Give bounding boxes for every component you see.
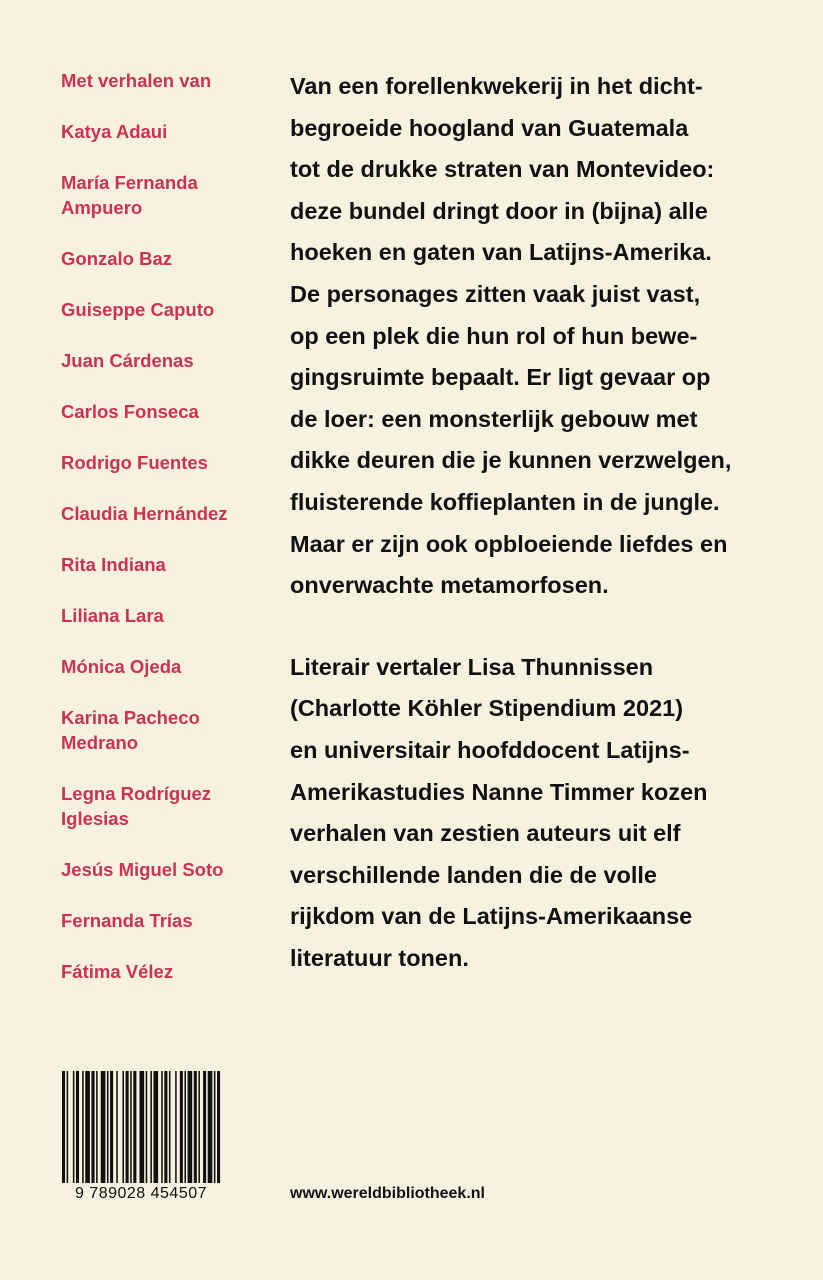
barcode [60, 1071, 222, 1183]
author-name [61, 781, 276, 831]
barcode-bar [82, 1071, 84, 1183]
barcode-bar [198, 1071, 200, 1183]
blurb-line: Maar er zijn ook opbloeiende liefdes en [290, 530, 728, 557]
blurb-line: Van een forellenkwekerij in het dicht- [290, 73, 703, 99]
author-name-line: Katya Adaui [61, 121, 168, 142]
author-name-line: Rita Indiana [61, 554, 166, 575]
author-name [61, 552, 276, 577]
blurb-line: verhalen van zestien auteurs uit elf [290, 820, 681, 847]
author-name [61, 170, 276, 220]
author-name-line: Rodrigo Fuentes [61, 452, 208, 473]
blurb-line: tot de drukke straten van Montevideo: [290, 156, 715, 183]
barcode-bar [96, 1071, 98, 1183]
author-name [61, 399, 276, 424]
barcode-bar [169, 1071, 171, 1183]
author-name-line: María Fernanda [61, 172, 198, 193]
author-list-heading: Met verhalen van [61, 70, 212, 91]
blurb-line: rijkdom van de Latijns-Amerikaanse [290, 903, 693, 930]
barcode-bar [107, 1071, 109, 1183]
blurb-line: verschillende landen die de volle [290, 861, 657, 888]
blurb-line: gingsruimte bepaalt. Er ligt gevaar op [290, 364, 711, 391]
blurb-line: Literair vertaler Lisa Thunnissen [290, 653, 654, 680]
barcode-bar [62, 1071, 65, 1183]
author-name-line: Medrano [61, 732, 139, 753]
author-name-line: Jesús Miguel Soto [61, 859, 224, 880]
barcode-bar [146, 1071, 148, 1183]
author-name [61, 348, 276, 373]
blurb-line: en universitair hoofddocent Latijns- [290, 736, 690, 763]
barcode-bar [126, 1071, 129, 1183]
blurb-line: op een plek die hun rol of hun bewe- [290, 322, 698, 349]
barcode-bar [101, 1071, 106, 1183]
author-name-line: Juan Cárdenas [61, 350, 194, 371]
blurb-line: hoeken en gaten van Latijns-Amerika. [290, 239, 712, 266]
author-name [61, 603, 276, 628]
author-name [61, 297, 276, 322]
author-list [61, 68, 276, 1010]
blurb-line: De personages zitten vaak juist vast, [290, 280, 701, 307]
blurb [290, 66, 805, 979]
barcode-bar [130, 1071, 132, 1183]
barcode-bar [164, 1071, 167, 1183]
blurb-line: onverwachte metamorfosen. [290, 572, 609, 599]
barcode-bar [203, 1071, 206, 1183]
author-name [61, 119, 276, 144]
barcode-bar [175, 1071, 177, 1183]
author-name-line: Karina Pacheco [61, 707, 200, 728]
author-name-line: Gonzalo Baz [61, 248, 173, 269]
blurb-line: literatuur tonen. [290, 944, 469, 971]
barcode-bar [85, 1071, 90, 1183]
barcode-bar [122, 1071, 124, 1183]
author-name [61, 450, 276, 475]
blurb-paragraph-2 [290, 647, 805, 980]
isbn-number: 9 789028 454507 [74, 1185, 208, 1202]
author-name-line: Iglesias [61, 808, 129, 829]
barcode-bar [110, 1071, 113, 1183]
blurb-line: de loer: een monsterlijk gebouw met [290, 405, 698, 432]
publisher-url: www.wereldbibliotheek.nl [290, 1185, 485, 1202]
author-name [61, 654, 276, 679]
author-name [61, 959, 276, 984]
author-name-line: Claudia Hernández [61, 503, 228, 524]
barcode-bar [150, 1071, 152, 1183]
author-name-line: Carlos Fonseca [61, 401, 199, 422]
barcode-bar [188, 1071, 193, 1183]
author-name-line: Guiseppe Caputo [61, 299, 215, 320]
blurb-line: fluisterende koffieplanten in de jungle. [290, 488, 720, 515]
blurb-line: begroeide hoogland van Guatemala [290, 114, 689, 141]
barcode-bar [133, 1071, 136, 1183]
barcode-bar [76, 1071, 79, 1183]
author-name [61, 705, 276, 755]
author-name [61, 501, 276, 526]
author-name [61, 246, 276, 271]
author-name [61, 857, 276, 882]
blurb-paragraph-1 [290, 66, 805, 607]
barcode-bar [140, 1071, 145, 1183]
author-name [61, 908, 276, 933]
barcode-bar [180, 1071, 183, 1183]
author-name-line: Fátima Vélez [61, 961, 174, 982]
barcode-bar [116, 1071, 118, 1183]
author-name-line: Fernanda Trías [61, 910, 193, 931]
blurb-line: dikke deuren die je kunnen verzwelgen, [290, 447, 732, 474]
barcode-bar [208, 1071, 213, 1183]
author-name-line: Mónica Ojeda [61, 656, 182, 677]
barcode-bar [153, 1071, 158, 1183]
author-name-line: Liliana Lara [61, 605, 164, 626]
blurb-line: Amerikastudies Nanne Timmer kozen [290, 778, 708, 805]
barcode-bar [214, 1071, 216, 1183]
barcode-bar [194, 1071, 197, 1183]
barcode-bar [217, 1071, 220, 1183]
barcode-bar [73, 1071, 75, 1183]
barcode-bar [67, 1071, 69, 1183]
barcode-bar [184, 1071, 186, 1183]
barcode-bar [161, 1071, 163, 1183]
barcode-graphic [60, 1071, 222, 1183]
blurb-line: deze bundel dringt door in (bijna) alle [290, 197, 708, 224]
author-name-line: Legna Rodríguez [61, 783, 212, 804]
blurb-line: (Charlotte Köhler Stipendium 2021) [290, 695, 684, 722]
barcode-bar [91, 1071, 94, 1183]
author-name-line: Ampuero [61, 197, 143, 218]
